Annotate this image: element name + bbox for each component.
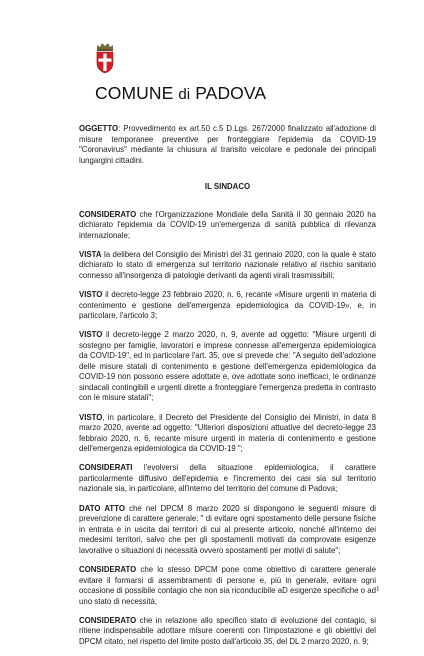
- paragraph-text: il decreto-legge 2 marzo 2020, n. 9, avente ad oggetto: "Misure urgenti di sostegno per famiglie, lavoratori e imprese connesse all'emergenza epidemiologica da COVID-19", ed in particolare l'art. 35, ove si prevede che: "A seguito dell'adozione delle misure statali di contenimento e gestione dell'emergenza epidemiologica da COVID-19 non possono essere adottate e, ove adottate sono inefficaci, le ordinanze sindacali contingibili e urgenti dirette a fronteggiare l'emergenza predetta in contrasto con le misure statali";: [79, 330, 376, 403]
- paragraph-text: la delibera del Consiglio dei Ministri del 31 gennaio 2020, con la quale è stato dichiarato lo stato di emergenza sul territorio nazionale relativo al rischio sanitario connesso all'insorgenza di patologie derivanti da agenti virali trasmissibili;: [79, 249, 376, 280]
- paragraph-considerato-2: [79, 565, 376, 607]
- paragraph-label: VISTO: [79, 290, 103, 300]
- paragraph-label: CONSIDERATO: [79, 209, 137, 219]
- comune-title: [95, 83, 266, 104]
- subject-paragraph: [79, 124, 376, 166]
- paragraph-text: che in relazione allo specifico stato di evoluzione del contagio, si ritiene indispensabile adottare misure coerenti con l'impostazione e gli obiettivi del DPCM citato, nel rispetto del limite posto dall'articolo 35, del DL 2 marzo 2020, n. 9;: [79, 615, 376, 646]
- paragraph-label: CONSIDERATI: [79, 463, 133, 473]
- paragraph-label: VISTO: [79, 412, 103, 422]
- paragraph-visto-3: [79, 413, 376, 455]
- subject-text: : Provvedimento ex art.50 c.5 D.Lgs. 267/2000 finalizzato all'adozione di misure temporanee preventive per fronteggiare l'epidemia da COVID-19 "Coronavirus" mediante la chiusura al transito veicolare e pedonale dei principali lungargini cittadini.: [79, 124, 376, 165]
- paragraph-considerati: [79, 463, 376, 495]
- paragraph-text: il decreto-legge 23 febbraio 2020, n. 6, recante «Misure urgenti in materia di contenimento e gestione dell'emergenza epidemiologica da COVID-19», e, in particolare, l'articolo 3;: [79, 290, 376, 321]
- page-number: 1: [376, 585, 380, 593]
- paragraph-label: VISTO: [79, 330, 103, 340]
- paragraph-text: l'evolversi della situazione epidemiologica, il carattere particolarmente diffusivo dell'epidemia e l'incremento dei casi sia sul territorio nazionale sia, in particolare, all'interno del territorio del comune di Padova;: [79, 463, 376, 494]
- paragraph-considerato-3: [79, 616, 376, 648]
- paragraph-visto-1: [79, 290, 376, 322]
- paragraph-label: VISTA: [79, 249, 102, 259]
- paragraph-dato-atto: [79, 504, 376, 557]
- padova-crest-icon: [94, 42, 116, 74]
- paragraph-text: che nel DPCM 8 marzo 2020 si dispongono le seguenti misure di prevenzione di carattere generale: " di evitare ogni spostamento delle persone fisiche in entrata e in uscita dai territori di cui al presente articolo, nonché all'interno dei medesimi territori, salvo che per gli spostamenti motivati da comprovate esigenze lavorative o situazioni di necessità ovvero spostamenti per motivi di salute";: [79, 503, 376, 555]
- paragraph-label: DATO ATTO: [79, 503, 125, 513]
- paragraph-text: , in particolare, il Decreto del Presidente del Consiglio dei Ministri, in data 8 marzo 2020, avente ad oggetto: "Ulteriori disposizioni attuative del decreto-legge 23 febbraio 2020, n. 6, recante misure urgenti in materia di contenimento e gestione dell'emergenza epidemiologica da COVID-19 ";: [79, 412, 376, 454]
- paragraph-text: che lo stesso DPCM pone come obiettivo di carattere generale evitare il formarsi di assembramenti di persone e, più in generale, evitare ogni occasione di possibile contagio che non sia riconducibile aD esigenze specifiche o ad uno stato di necessità;: [79, 565, 376, 606]
- city-name: PADOVA: [195, 83, 267, 103]
- document-title: IL SINDACO: [204, 182, 251, 191]
- document-body: [79, 124, 376, 656]
- paragraph-label: CONSIDERATO: [79, 565, 137, 575]
- comune-di: di: [178, 86, 191, 103]
- paragraph-vista: [79, 250, 376, 282]
- paragraph-text: che l'Organizzazione Mondiale della Sanità il 30 gennaio 2020 ha dichiarato l'epidemia da COVID-19 un'emergenza di sanità pubblica di rilevanza internazionale;: [79, 209, 376, 240]
- subject-label: OGGETTO: [79, 124, 119, 133]
- comune-word: COMUNE: [95, 83, 174, 103]
- paragraph-considerato-1: [79, 210, 376, 242]
- paragraph-label: CONSIDERATO: [79, 615, 137, 625]
- paragraph-visto-2: [79, 330, 376, 404]
